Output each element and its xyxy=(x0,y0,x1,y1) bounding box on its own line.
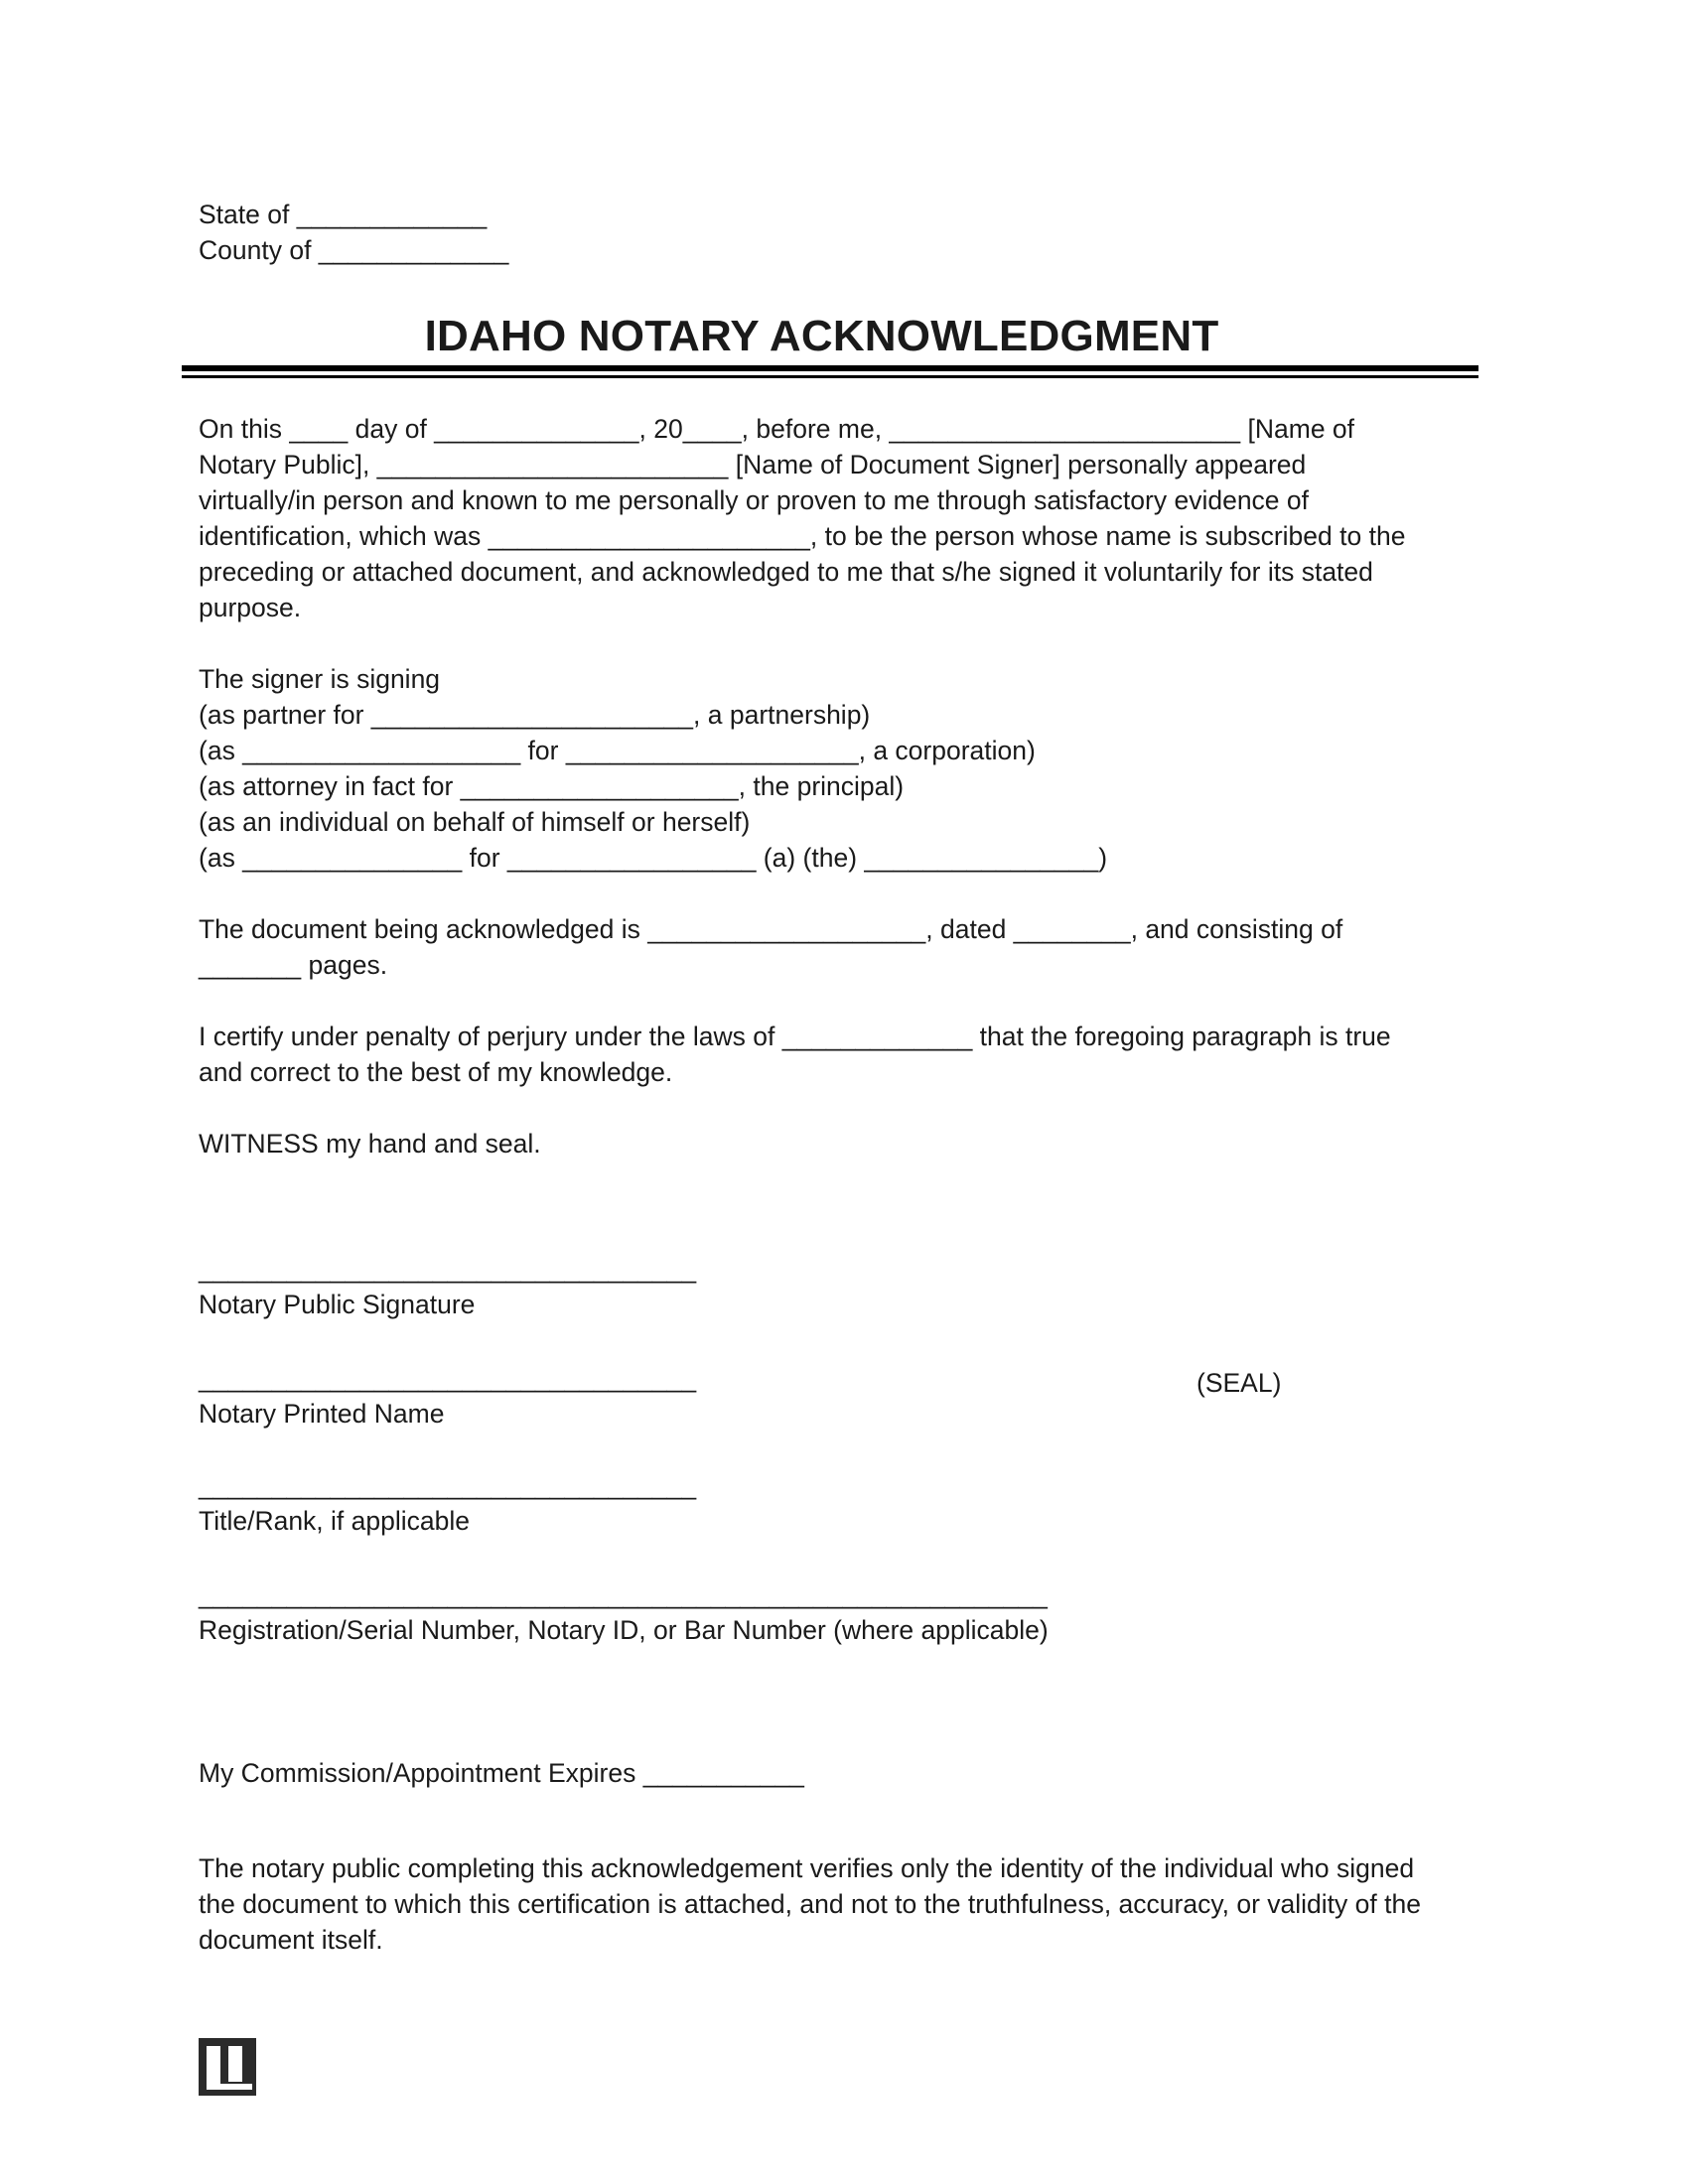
title-rule-thick xyxy=(182,365,1478,371)
county-line: County of _____________ xyxy=(199,235,509,265)
document-description-line: The document being acknowledged is ___________________, dated ________, and consisting of xyxy=(199,914,1343,944)
acknowledgment-line: purpose. xyxy=(199,593,302,622)
title-rank-label: Title/Rank, if applicable xyxy=(199,1506,470,1536)
certify-line: and correct to the best of my knowledge. xyxy=(199,1057,673,1087)
capacity-line: (as attorney in fact for ___________________, the principal) xyxy=(199,771,905,801)
printed-name-line: __________________________________ xyxy=(199,1363,697,1393)
legal-templates-logo-icon xyxy=(199,2038,256,2096)
signature-label: Notary Public Signature xyxy=(199,1290,476,1319)
capacity-line: (as ___________________ for ____________________, a corporation) xyxy=(199,736,1036,765)
acknowledgment-line: preceding or attached document, and acknowledged to me that s/he signed it voluntarily for its stated xyxy=(199,557,1373,587)
document-title: IDAHO NOTARY ACKNOWLEDGMENT xyxy=(424,312,1219,360)
state-line: State of _____________ xyxy=(199,200,488,229)
disclaimer-line: document itself. xyxy=(199,1925,383,1955)
disclaimer-line: the document to which this certification is attached, and not to the truthfulness, accuracy, or validity of the xyxy=(199,1889,1421,1919)
printed-name-label: Notary Printed Name xyxy=(199,1399,445,1429)
registration-label: Registration/Serial Number, Notary ID, or Bar Number (where applicable) xyxy=(199,1615,1049,1645)
capacity-line: (as an individual on behalf of himself or herself) xyxy=(199,807,751,837)
signature-line: __________________________________ xyxy=(199,1254,697,1284)
acknowledgment-line: On this ____ day of ______________, 20____, before me, ________________________ [Name of xyxy=(199,414,1355,444)
acknowledgment-line: identification, which was ______________________, to be the person whose name is subscribed to the xyxy=(199,521,1406,551)
seal-label: (SEAL) xyxy=(1196,1368,1282,1398)
disclaimer-line: The notary public completing this acknowledgement verifies only the identity of the individual who signed xyxy=(199,1853,1415,1883)
acknowledgment-line: Notary Public], ________________________ [Name of Document Signer] personally appeared xyxy=(199,450,1307,479)
title-rule-thin xyxy=(182,375,1478,378)
document-description-line: _______ pages. xyxy=(199,950,388,980)
commission-expires: My Commission/Appointment Expires ___________ xyxy=(199,1758,804,1788)
certify-line: I certify under penalty of perjury under the laws of _____________ that the foregoing paragraph is true xyxy=(199,1022,1391,1051)
capacity-line: The signer is signing xyxy=(199,664,441,694)
acknowledgment-line: virtually/in person and known to me personally or proven to me through satisfactory evidence of xyxy=(199,485,1310,515)
registration-line: __________________________________________________________ xyxy=(199,1579,1048,1609)
title-rank-line: __________________________________ xyxy=(199,1470,697,1500)
capacity-line: (as partner for ______________________, a partnership) xyxy=(199,700,871,730)
witness-line: WITNESS my hand and seal. xyxy=(199,1129,541,1159)
capacity-line: (as _______________ for _________________ (a) (the) ________________) xyxy=(199,843,1108,873)
